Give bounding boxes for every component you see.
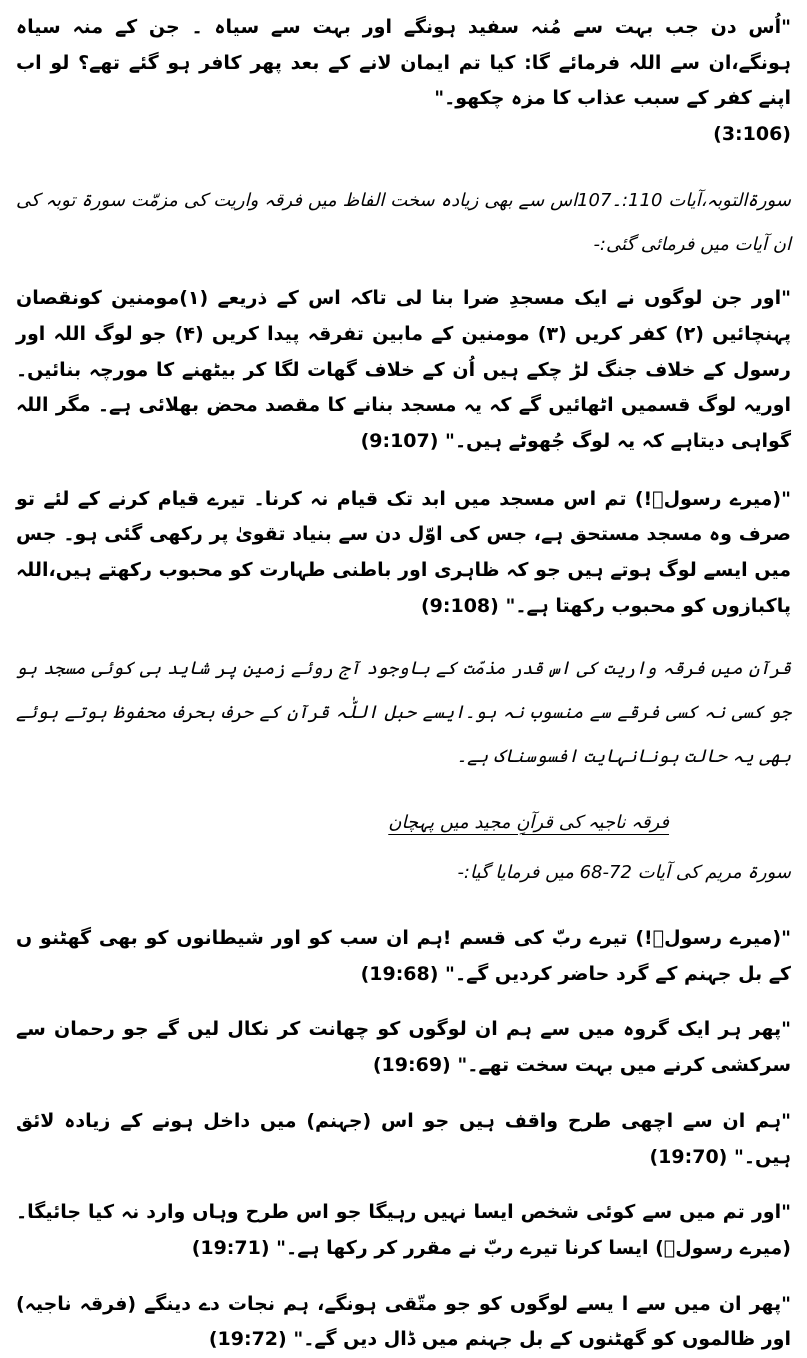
commentary-text-pre: سورۃ مریم کی آیات [631, 861, 791, 883]
verse-paragraph-19-72 [16, 1287, 791, 1358]
verse-ref-9-107: (9:107) [360, 429, 439, 452]
verse-ref-19-72: (19:72) [208, 1328, 287, 1351]
verse-text: "(میرے رسولؐ!) تم اس مسجد میں ابد تک قیام نہ کرنا۔ تیرے قیام کرنے کے لئے تو صرف وہ مسجد مستحق ہے، جس کی اوّل دن سے بنیاد تقویٰ پر رکھی گئی ہو۔ جس میں ایسے لوگ ہوتے ہیں جو کہ ظاہری اور باطنی طہارت کو محبوب رکھتے ہیں،اللہ پاکبازوں کو محبوب رکھتا ہے۔" [16, 487, 791, 617]
verse-paragraph-19-71 [16, 1195, 791, 1266]
section-heading-firqa-najiya [16, 801, 791, 845]
heading-text: فرقہ ناجیہ کی قرآنِ مجید میں پہچان [388, 811, 669, 833]
commentary-surah-tauba [16, 179, 791, 267]
verse-paragraph-19-70 [16, 1104, 791, 1175]
verse-ref-19-68: (19:68) [360, 962, 439, 985]
verse-paragraph-3-106 [16, 10, 791, 153]
verse-text: "ہم ان سے اچھی طرح واقف ہیں جو اس (جہنم) میں داخل ہونے کے زیادہ لائق ہیں۔" [16, 1109, 791, 1168]
verse-ref-19-71: (19:71) [191, 1237, 270, 1260]
verse-text: "اور جن لوگوں نے ایک مسجدِ ضرا بنا لی تاکہ اس کے ذریعے (۱)مومنین کونقصان پہنچائیں (۲) کفر کریں (۳) مومنین کے مابین تفرقہ پیدا کریں (۴) جو لوگ اللہ اور رسول کے خلاف جنگ لڑ چکے ہیں اُن کے خلاف گھات لگا کر بیٹھنے کا مورچہ بنائیں۔ اوریہ لوگ قسمیں اٹھائیں گے کہ یہ مسجد بنانے کا مقصد محض بھلائی ہے۔ مگر اللہ گواہی دیتاہے کہ یہ لوگ جُھوٹے ہیں۔" [16, 287, 792, 452]
verse-ref-19-69: (19:69) [372, 1054, 451, 1077]
verse-paragraph-19-69 [16, 1012, 791, 1083]
verse-ref-3-106: (3:106) [713, 123, 791, 146]
commentary-text-post: میں فرمایا گیا:- [457, 861, 580, 883]
commentary-text: قرآن میں فرقہ واریت کی اس قدر مذمّت کے باوجود آج روئے زمین پر شاید ہی کوئی مسجد ہو جو کسی نہ کسی فرقے سے منسوب نہ ہو۔ایسے حبل اللّٰہ قرآن کے حرف بحرف محفوظ ہوتے ہوئے بھی یہ حالت ہونانہایت افسوسناک ہے۔ [16, 657, 791, 767]
commentary-surah-maryam [16, 851, 791, 895]
verse-text: "پھر ہر ایک گروہ میں سے ہم ان لوگوں کو چھانت کر نکال لیں گے جو رحمان سے سرکشی کرنے میں بہت سخت تھے۔" [16, 1018, 791, 1077]
verse-paragraph-9-108 [16, 482, 791, 625]
verse-ref-19-70: (19:70) [649, 1145, 728, 1168]
commentary-text-post: اس سے بھی زیادہ سخت الفاظ میں فرقہ واریت کی مزمّت سورۃ توبہ کی ان آیات میں فرمائی گئی:- [16, 189, 791, 255]
commentary-text-pre: سورۃالتوبہ،آیات [662, 189, 791, 211]
ayat-number-range: 107۔:110 [577, 189, 663, 211]
ayat-number-range: 68-72 [579, 861, 632, 883]
verse-ref-9-108: (9:108) [420, 594, 499, 617]
verse-text: "پھر ان میں سے ا یسے لوگوں کو جو متّقی ہونگے، ہم نجات دے دینگے (فرقہ ناجیہ) اور ظالموں کو گھٹنوں کے بل جہنم میں ڈال دیں گے۔" [16, 1292, 791, 1351]
verse-paragraph-19-68 [16, 921, 791, 992]
verse-paragraph-9-107 [16, 281, 791, 460]
verse-text: "(میرے رسولؐ!) تیرے ربّ کی قسم !ہم ان سب کو اور شیطانوں کو بھی گھٹنو ں کے بل جہنم کے گرد حاضر کردیں گے۔" [16, 927, 791, 985]
verse-text: "اور تم میں سے کوئی شخص ایسا نہیں رہیگا جو اس طرح وہاں وارد نہ کیا جائیگا۔ (میرے رسولؐ) ایسا کرنا تیرے ربّ نے مقرر کر رکھا ہے۔" [16, 1201, 791, 1260]
commentary-firqa-wariat [16, 647, 791, 779]
verse-text: "اُس دن جب بہت سے مُنہ سفید ہونگے اور بہت سے سیاہ ۔ جن کے منہ سیاہ ہونگے،ان سے اللہ فرمائے گا: کیا تم ایمان لانے کے بعد پھر کافر ہو گئے تھے؟ لو اب اپنے کفر کے سبب عذاب کا مزہ چکھو۔" [16, 16, 791, 110]
